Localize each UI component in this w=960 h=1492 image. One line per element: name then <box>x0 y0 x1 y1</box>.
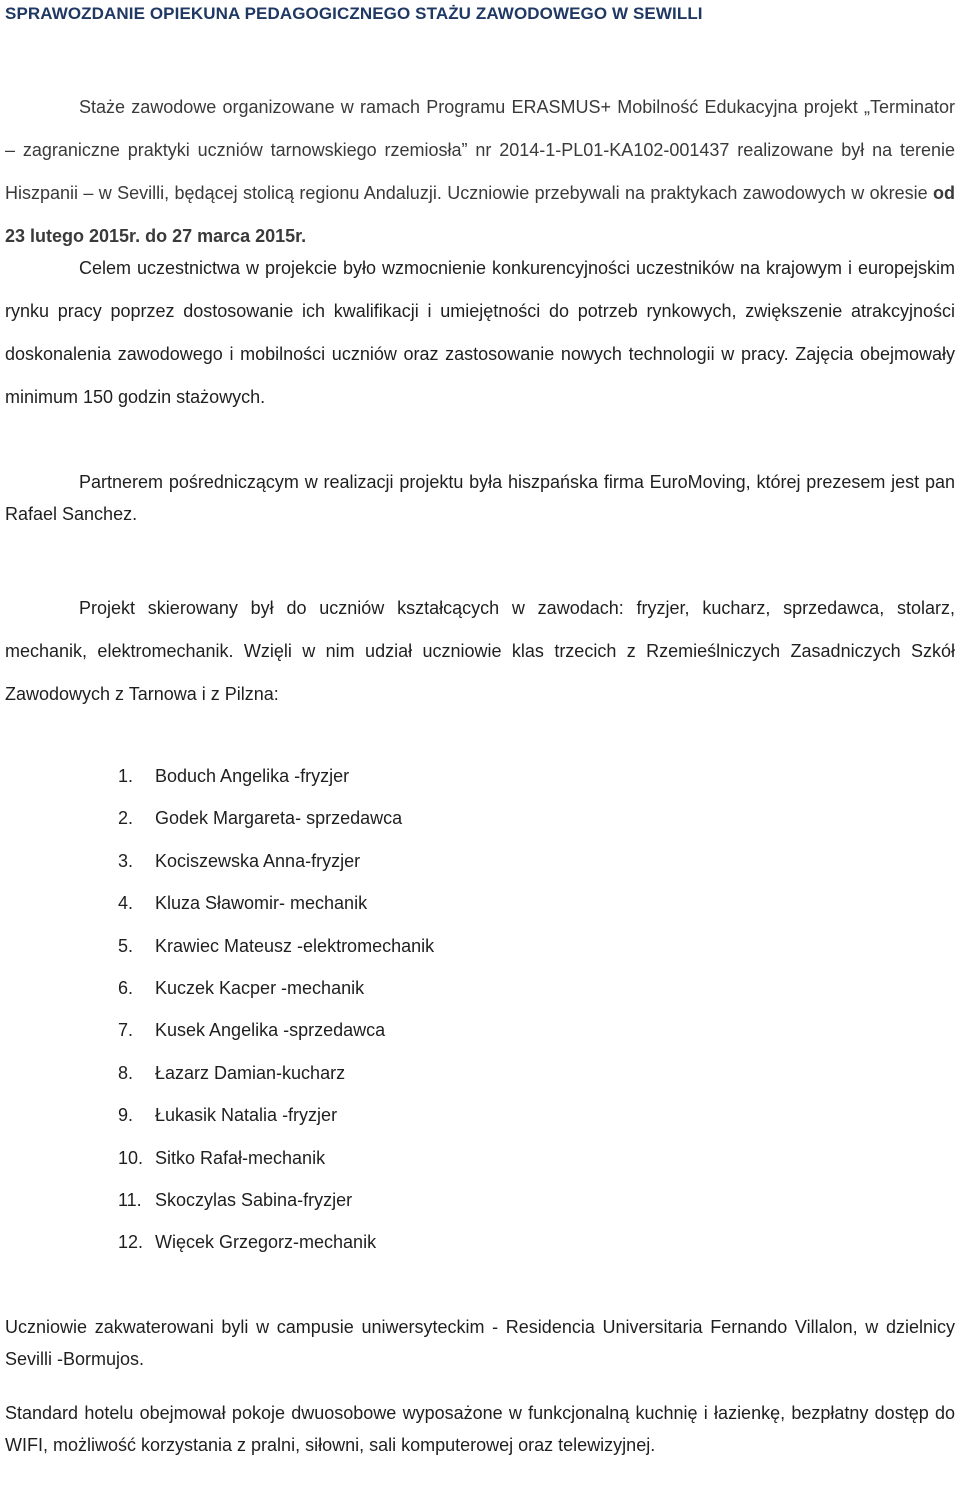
list-item-text: Boduch Angelika -fryzjer <box>155 766 350 786</box>
hotel-standard-text: Standard hotelu obejmował pokoje dwuosobowe wyposażone w funkcjonalną kuchnię i łazienkę, bezpłatny dostęp do WIFI, możliwość korzystania z pralni, siłowni, sali komputerowej oraz telewizyjnej. <box>5 1403 955 1455</box>
list-item <box>118 844 434 886</box>
list-item-text: Kociszewska Anna-fryzjer <box>155 850 361 871</box>
goals-text: Celem uczestnictwa w projekcie było wzmocnienie konkurencyjności uczestników na krajowym i europejskim rynku pracy poprzez dostosowanie ich kwalifikacji i umiejętności do potrzeb rynkowych, zwiększenie atrakcyjności doskonalenia zawodowego i mobilności uczniów oraz zastosowanie nowych technologii w pracy. Zajęcia obejmowały minimum 150 godzin stażowych. <box>5 258 955 407</box>
list-item-number: 5. <box>118 935 134 956</box>
paragraph-target-group <box>5 587 955 716</box>
paragraph-hotel-standard <box>5 1397 955 1461</box>
list-item <box>118 1225 434 1267</box>
list-item-number: 3. <box>118 850 134 871</box>
list-item <box>118 1141 434 1183</box>
list-item-number: 11. <box>118 1189 142 1210</box>
list-item <box>118 1183 434 1225</box>
list-item <box>118 1098 434 1140</box>
list-item <box>118 886 434 928</box>
paragraph-project-intro <box>5 86 955 258</box>
list-item-number: 2. <box>118 808 134 829</box>
partner-text: Partnerem pośredniczącym w realizacji projektu była hiszpańska firma EuroMoving, której prezesem jest pan Rafael Sanchez. <box>5 472 955 524</box>
paragraph-project-goals <box>5 247 955 419</box>
list-item-number: 4. <box>118 893 134 914</box>
document-title: SPRAWOZDANIE OPIEKUNA PEDAGOGICZNEGO STAŻU ZAWODOWEGO W SEWILLI <box>5 4 703 23</box>
list-item-text: Godek Margareta- sprzedawca <box>155 808 403 829</box>
paragraph-partner <box>5 466 955 530</box>
list-item-text: Krawiec Mateusz -elektromechanik <box>155 935 435 956</box>
list-item-number: 8. <box>118 1062 134 1083</box>
list-item <box>118 1013 434 1055</box>
list-item-text: Kusek Angelika -sprzedawca <box>155 1020 386 1041</box>
list-item-number: 6. <box>118 977 134 998</box>
intro-dates: od 23 lutego 2015r. do 27 marca 2015r. <box>5 183 955 246</box>
participants-list <box>118 759 434 1268</box>
list-item-text: Kluza Sławomir- mechanik <box>155 893 368 914</box>
list-item-text: Sitko Rafał-mechanik <box>155 1147 326 1168</box>
intro-text: Staże zawodowe organizowane w ramach Programu ERASMUS+ Mobilność Edukacyjna projekt „Terminator – zagraniczne praktyki uczniów tarnowskiego rzemiosła” nr 2014-1-PL01-KA102-001437 realizowane był na terenie Hiszpanii – w Sevilli, będącej stolicą regionu Andaluzji. Uczniowie przebywali na praktykach zawodowych w okresie <box>5 97 955 203</box>
target-group-text: Projekt skierowany był do uczniów kształcących w zawodach: fryzjer, kucharz, sprzedawca, stolarz, mechanik, elektromechanik. Wzięli w nim udział uczniowie klas trzecich z Rzemieślniczych Zasadniczych Szkół Zawodowych z Tarnowa i z Pilzna: <box>5 598 955 704</box>
list-item-number: 1. <box>118 766 134 786</box>
list-item-text: Więcek Grzegorz-mechanik <box>155 1232 377 1253</box>
list-item <box>118 801 434 843</box>
paragraph-accommodation <box>5 1311 955 1375</box>
list-item-text: Skoczylas Sabina-fryzjer <box>155 1189 353 1210</box>
list-item <box>118 1056 434 1098</box>
list-item-text: Kuczek Kacper -mechanik <box>155 977 365 998</box>
list-item-text: Łukasik Natalia -fryzjer <box>155 1105 338 1126</box>
list-item-number: 12. <box>118 1232 144 1253</box>
list-item-number: 10. <box>118 1147 144 1168</box>
list-item <box>118 971 434 1013</box>
list-item-text: Łazarz Damian-kucharz <box>155 1062 346 1083</box>
list-item <box>118 759 434 801</box>
list-item <box>118 929 434 971</box>
accommodation-text: Uczniowie zakwaterowani byli w campusie uniwersyteckim - Residencia Universitaria Fernando Villalon, w dzielnicy Sevilli -Bormujos. <box>5 1317 955 1369</box>
list-item-number: 7. <box>118 1020 134 1041</box>
list-item-number: 9. <box>118 1105 134 1126</box>
